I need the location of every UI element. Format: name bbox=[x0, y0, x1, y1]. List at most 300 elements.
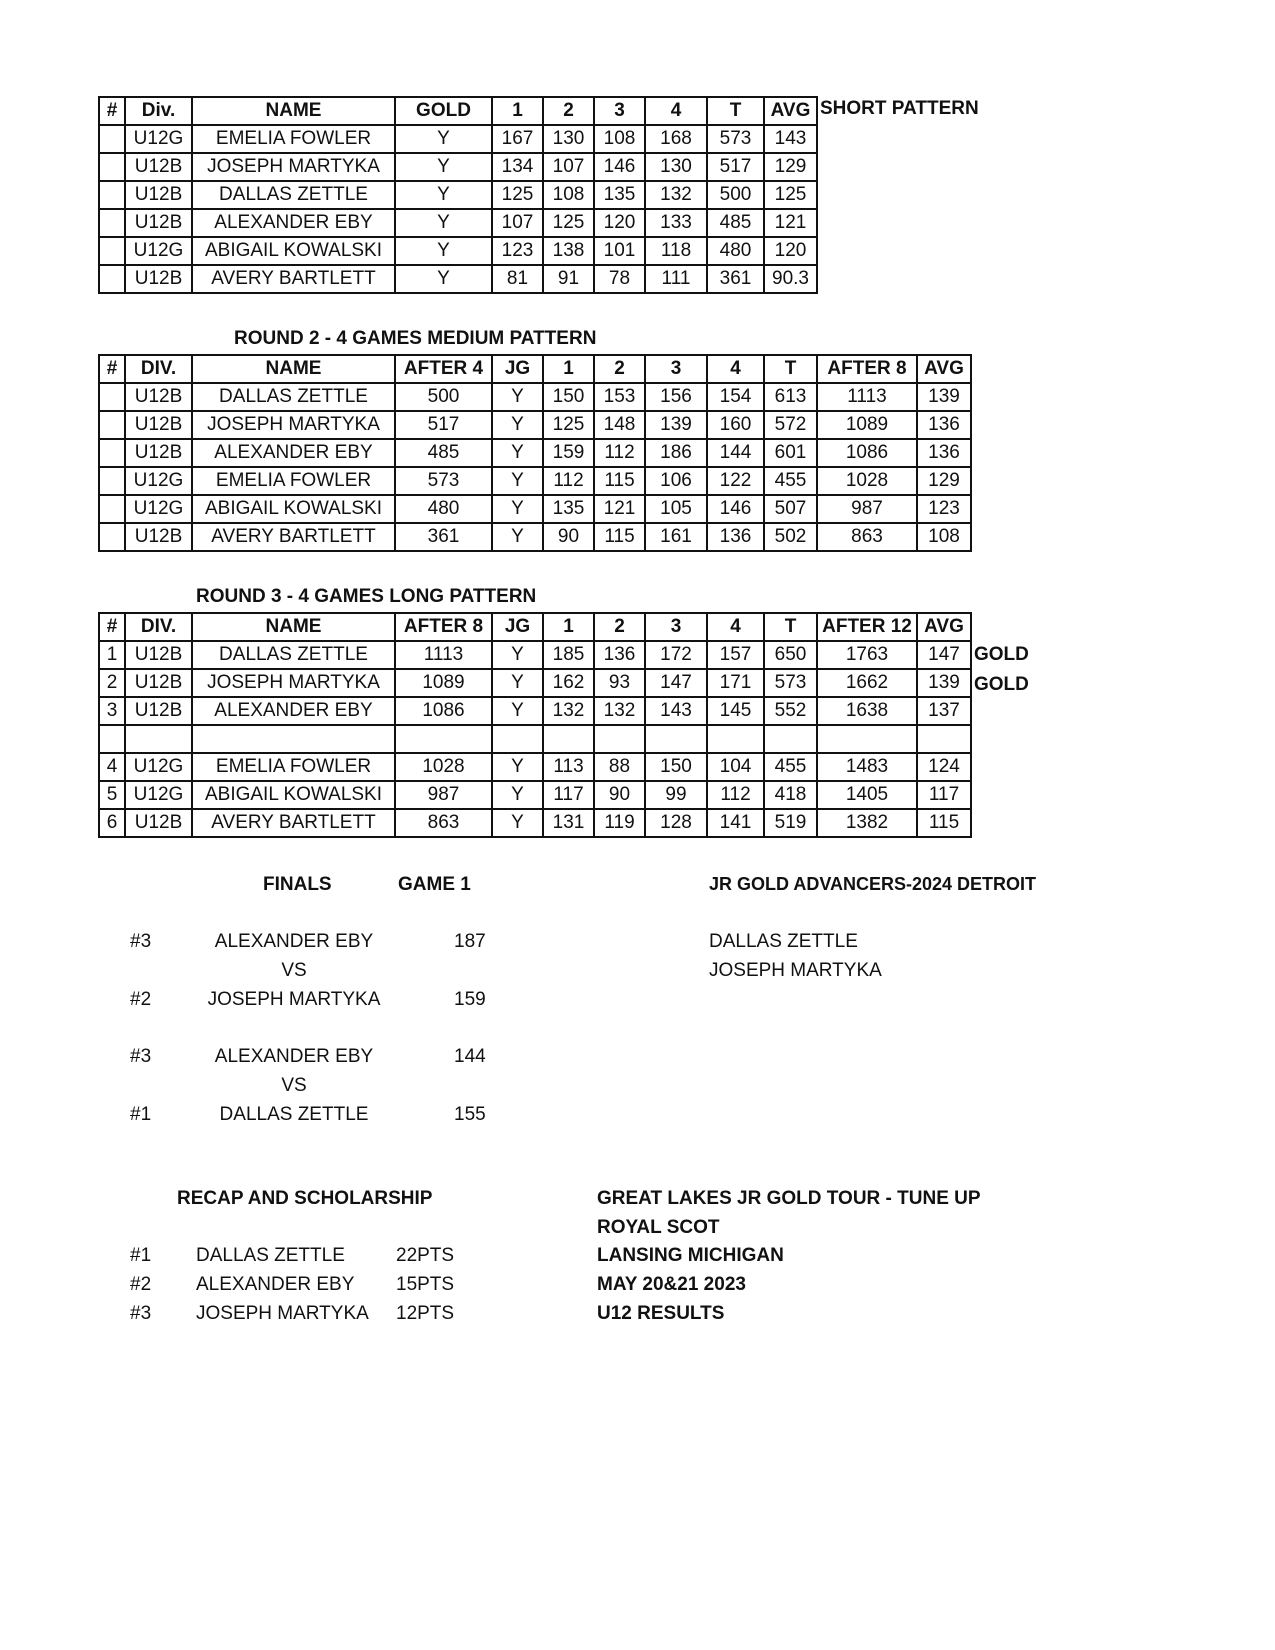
table-cell: Y bbox=[492, 641, 543, 669]
table-cell: U12B bbox=[125, 809, 192, 837]
table-cell: U12B bbox=[125, 383, 192, 411]
col-header: AFTER 4 bbox=[395, 355, 492, 383]
table-cell: 132 bbox=[594, 697, 645, 725]
table-row bbox=[99, 809, 971, 837]
table-cell bbox=[99, 495, 125, 523]
table-cell: 148 bbox=[594, 411, 645, 439]
table-cell: 186 bbox=[645, 439, 707, 467]
table-cell: 130 bbox=[645, 153, 707, 181]
table-cell: 120 bbox=[764, 237, 817, 265]
table-cell: 480 bbox=[395, 495, 492, 523]
col-header: AVG bbox=[917, 355, 971, 383]
recap-name-2: ALEXANDER EBY bbox=[196, 1274, 355, 1295]
table-cell: 136 bbox=[917, 439, 971, 467]
table-cell: 1086 bbox=[395, 697, 492, 725]
col-header: # bbox=[99, 97, 125, 125]
table-cell: 118 bbox=[645, 237, 707, 265]
table-cell: 1662 bbox=[817, 669, 917, 697]
col-header: # bbox=[99, 355, 125, 383]
table-cell bbox=[492, 725, 543, 753]
table-cell: EMELIA FOWLER bbox=[192, 125, 395, 153]
table-cell: Y bbox=[492, 495, 543, 523]
match1-seed-b: #2 bbox=[130, 989, 152, 1010]
table-cell: 863 bbox=[395, 809, 492, 837]
table-row bbox=[99, 725, 971, 753]
table-row bbox=[99, 237, 817, 265]
table-cell: DALLAS ZETTLE bbox=[192, 181, 395, 209]
col-header: 2 bbox=[594, 613, 645, 641]
table-cell: 135 bbox=[543, 495, 594, 523]
table-cell: U12B bbox=[125, 669, 192, 697]
table-cell: 863 bbox=[817, 523, 917, 551]
table-cell: 1028 bbox=[817, 467, 917, 495]
col-header: NAME bbox=[192, 355, 395, 383]
table-cell: 147 bbox=[645, 669, 707, 697]
table-cell: Y bbox=[492, 383, 543, 411]
table-row bbox=[99, 383, 971, 411]
table-cell: 1113 bbox=[817, 383, 917, 411]
round2-title: ROUND 2 - 4 GAMES MEDIUM PATTERN bbox=[234, 328, 597, 349]
table-cell: 480 bbox=[707, 237, 764, 265]
table-cell: 135 bbox=[594, 181, 645, 209]
table-cell: DALLAS ZETTLE bbox=[192, 383, 395, 411]
table-cell: 123 bbox=[917, 495, 971, 523]
table-cell: U12G bbox=[125, 753, 192, 781]
match2-name-b: DALLAS ZETTLE bbox=[219, 1104, 369, 1125]
table-cell: 143 bbox=[645, 697, 707, 725]
table-cell: 125 bbox=[543, 209, 594, 237]
table-cell: 128 bbox=[645, 809, 707, 837]
table-cell: 572 bbox=[764, 411, 817, 439]
table-cell bbox=[817, 725, 917, 753]
col-header: GOLD bbox=[395, 97, 492, 125]
col-header: 3 bbox=[645, 613, 707, 641]
table-cell: 88 bbox=[594, 753, 645, 781]
table-cell: 113 bbox=[543, 753, 594, 781]
table-cell: U12B bbox=[125, 265, 192, 293]
table-row bbox=[99, 523, 971, 551]
table-cell: 147 bbox=[917, 641, 971, 669]
col-header: DIV. bbox=[125, 355, 192, 383]
round1-table bbox=[98, 96, 818, 294]
table-cell: 144 bbox=[707, 439, 764, 467]
table-cell: U12G bbox=[125, 781, 192, 809]
table-cell: 3 bbox=[99, 697, 125, 725]
table-cell bbox=[594, 725, 645, 753]
table-cell: 573 bbox=[707, 125, 764, 153]
table-cell: ALEXANDER EBY bbox=[192, 209, 395, 237]
match1-score-b: 159 bbox=[454, 989, 486, 1010]
table-row bbox=[99, 495, 971, 523]
table-cell: 136 bbox=[707, 523, 764, 551]
table-header-row bbox=[99, 97, 817, 125]
table-cell: 117 bbox=[917, 781, 971, 809]
advancer-2: JOSEPH MARTYKA bbox=[709, 960, 882, 981]
col-header: 4 bbox=[707, 355, 764, 383]
table-cell: U12G bbox=[125, 467, 192, 495]
table-cell: 573 bbox=[395, 467, 492, 495]
table-cell: 601 bbox=[764, 439, 817, 467]
table-cell: ALEXANDER EBY bbox=[192, 697, 395, 725]
col-header: AFTER 12 bbox=[817, 613, 917, 641]
table-cell: 1763 bbox=[817, 641, 917, 669]
table-cell bbox=[99, 523, 125, 551]
table-cell: Y bbox=[395, 125, 492, 153]
table-cell: 108 bbox=[594, 125, 645, 153]
event-line-4: MAY 20&21 2023 bbox=[597, 1274, 746, 1295]
col-header: JG bbox=[492, 613, 543, 641]
table-cell: 115 bbox=[917, 809, 971, 837]
table-cell: 131 bbox=[543, 809, 594, 837]
table-cell: 125 bbox=[764, 181, 817, 209]
col-header: AFTER 8 bbox=[395, 613, 492, 641]
table-cell: 129 bbox=[917, 467, 971, 495]
table-cell: 1089 bbox=[817, 411, 917, 439]
table-cell: 111 bbox=[645, 265, 707, 293]
table-cell bbox=[645, 725, 707, 753]
table-cell: 108 bbox=[543, 181, 594, 209]
col-header: 1 bbox=[543, 613, 594, 641]
table-row bbox=[99, 181, 817, 209]
table-row bbox=[99, 669, 971, 697]
table-cell: 124 bbox=[917, 753, 971, 781]
match2-vs: VS bbox=[281, 1075, 307, 1096]
table-cell: 154 bbox=[707, 383, 764, 411]
col-header: T bbox=[764, 355, 817, 383]
round3-table bbox=[98, 612, 972, 838]
table-cell: 485 bbox=[707, 209, 764, 237]
table-cell: 161 bbox=[645, 523, 707, 551]
table-cell: 112 bbox=[707, 781, 764, 809]
table-cell bbox=[99, 383, 125, 411]
col-header: 4 bbox=[707, 613, 764, 641]
recap-rank-1: #1 bbox=[130, 1245, 152, 1266]
match2-score-b: 155 bbox=[454, 1104, 486, 1125]
table-cell: 91 bbox=[543, 265, 594, 293]
table-cell: U12B bbox=[125, 439, 192, 467]
table-cell: 107 bbox=[543, 153, 594, 181]
event-line-1: GREAT LAKES JR GOLD TOUR - TUNE UP bbox=[597, 1188, 981, 1209]
short-pattern-label: SHORT PATTERN bbox=[820, 98, 979, 119]
table-cell: EMELIA FOWLER bbox=[192, 753, 395, 781]
col-header: JG bbox=[492, 355, 543, 383]
table-cell: 130 bbox=[543, 125, 594, 153]
table-cell: Y bbox=[492, 411, 543, 439]
table-cell: Y bbox=[395, 209, 492, 237]
table-cell: U12G bbox=[125, 125, 192, 153]
match2-score-a: 144 bbox=[454, 1046, 486, 1067]
table-cell: U12G bbox=[125, 495, 192, 523]
table-row bbox=[99, 153, 817, 181]
table-cell: 1382 bbox=[817, 809, 917, 837]
table-cell: 121 bbox=[594, 495, 645, 523]
table-cell: 1113 bbox=[395, 641, 492, 669]
table-cell: 157 bbox=[707, 641, 764, 669]
table-cell: 167 bbox=[492, 125, 543, 153]
table-cell: 137 bbox=[917, 697, 971, 725]
col-header: 2 bbox=[594, 355, 645, 383]
table-cell bbox=[395, 725, 492, 753]
table-cell: Y bbox=[395, 265, 492, 293]
table-cell: DALLAS ZETTLE bbox=[192, 641, 395, 669]
match2-seed-a: #3 bbox=[130, 1046, 152, 1067]
table-cell: 552 bbox=[764, 697, 817, 725]
table-cell: 106 bbox=[645, 467, 707, 495]
table-cell: 361 bbox=[395, 523, 492, 551]
recap-pts-1: 22PTS bbox=[396, 1245, 455, 1266]
table-cell: U12G bbox=[125, 237, 192, 265]
table-cell: 139 bbox=[917, 383, 971, 411]
table-cell bbox=[543, 725, 594, 753]
table-cell: ALEXANDER EBY bbox=[192, 439, 395, 467]
col-header: 2 bbox=[543, 97, 594, 125]
table-cell: ABIGAIL KOWALSKI bbox=[192, 781, 395, 809]
table-cell: Y bbox=[492, 809, 543, 837]
table-cell: Y bbox=[492, 439, 543, 467]
event-line-3: LANSING MICHIGAN bbox=[597, 1245, 784, 1266]
col-header: 3 bbox=[645, 355, 707, 383]
table-cell: 146 bbox=[594, 153, 645, 181]
table-cell: 132 bbox=[543, 697, 594, 725]
table-cell: 138 bbox=[543, 237, 594, 265]
table-cell: 153 bbox=[594, 383, 645, 411]
table-cell: 139 bbox=[917, 669, 971, 697]
table-cell: 418 bbox=[764, 781, 817, 809]
table-cell: 145 bbox=[707, 697, 764, 725]
table-cell: 146 bbox=[707, 495, 764, 523]
table-row bbox=[99, 753, 971, 781]
table-row bbox=[99, 411, 971, 439]
recap-name-1: DALLAS ZETTLE bbox=[196, 1245, 345, 1266]
advancers-title: JR GOLD ADVANCERS-2024 DETROIT bbox=[709, 874, 1037, 894]
match1-vs: VS bbox=[281, 960, 307, 981]
col-header: AVG bbox=[764, 97, 817, 125]
table-cell: 156 bbox=[645, 383, 707, 411]
table-row bbox=[99, 265, 817, 293]
table-row bbox=[99, 125, 817, 153]
table-cell: U12B bbox=[125, 411, 192, 439]
table-cell: 1 bbox=[99, 641, 125, 669]
table-cell bbox=[99, 439, 125, 467]
table-cell: 78 bbox=[594, 265, 645, 293]
table-cell: AVERY BARTLETT bbox=[192, 265, 395, 293]
table-cell: 134 bbox=[492, 153, 543, 181]
table-cell: 115 bbox=[594, 523, 645, 551]
table-cell: 105 bbox=[645, 495, 707, 523]
table-cell bbox=[99, 411, 125, 439]
table-cell: 485 bbox=[395, 439, 492, 467]
col-header: 1 bbox=[543, 355, 594, 383]
table-cell bbox=[99, 181, 125, 209]
table-cell: 361 bbox=[707, 265, 764, 293]
table-cell: 112 bbox=[543, 467, 594, 495]
col-header: # bbox=[99, 613, 125, 641]
col-header: 3 bbox=[594, 97, 645, 125]
table-cell: 172 bbox=[645, 641, 707, 669]
table-cell: U12B bbox=[125, 641, 192, 669]
table-cell bbox=[99, 153, 125, 181]
table-cell: 93 bbox=[594, 669, 645, 697]
table-cell: 132 bbox=[645, 181, 707, 209]
table-cell: Y bbox=[395, 153, 492, 181]
table-cell: U12B bbox=[125, 523, 192, 551]
table-cell: 90.3 bbox=[764, 265, 817, 293]
table-cell: 1405 bbox=[817, 781, 917, 809]
recap-pts-2: 15PTS bbox=[396, 1274, 455, 1295]
event-line-5: U12 RESULTS bbox=[597, 1303, 725, 1324]
table-cell bbox=[917, 725, 971, 753]
gold-mark-2: GOLD bbox=[974, 674, 1029, 695]
col-header: 1 bbox=[492, 97, 543, 125]
gold-mark-1: GOLD bbox=[974, 644, 1029, 665]
table-cell bbox=[125, 725, 192, 753]
match2-name-a: ALEXANDER EBY bbox=[214, 1046, 374, 1067]
table-cell: 125 bbox=[492, 181, 543, 209]
table-cell: Y bbox=[492, 523, 543, 551]
advancer-1: DALLAS ZETTLE bbox=[709, 931, 858, 952]
table-cell: 1089 bbox=[395, 669, 492, 697]
table-cell: 129 bbox=[764, 153, 817, 181]
table-cell: ABIGAIL KOWALSKI bbox=[192, 495, 395, 523]
table-cell: 650 bbox=[764, 641, 817, 669]
table-row bbox=[99, 467, 971, 495]
table-cell bbox=[99, 209, 125, 237]
table-cell: EMELIA FOWLER bbox=[192, 467, 395, 495]
col-header: NAME bbox=[192, 97, 395, 125]
table-cell: U12B bbox=[125, 209, 192, 237]
table-cell: 159 bbox=[543, 439, 594, 467]
col-header: 4 bbox=[645, 97, 707, 125]
table-cell bbox=[99, 237, 125, 265]
recap-pts-3: 12PTS bbox=[396, 1303, 455, 1324]
match1-name-a: ALEXANDER EBY bbox=[214, 931, 374, 952]
table-cell: 987 bbox=[817, 495, 917, 523]
table-cell: 139 bbox=[645, 411, 707, 439]
table-row bbox=[99, 209, 817, 237]
table-cell: 5 bbox=[99, 781, 125, 809]
table-header-row bbox=[99, 613, 971, 641]
table-cell: 117 bbox=[543, 781, 594, 809]
table-cell: JOSEPH MARTYKA bbox=[192, 411, 395, 439]
table-cell: 168 bbox=[645, 125, 707, 153]
match2-seed-b: #1 bbox=[130, 1104, 152, 1125]
table-cell: Y bbox=[395, 181, 492, 209]
round3-title: ROUND 3 - 4 GAMES LONG PATTERN bbox=[196, 586, 537, 607]
table-cell: 1483 bbox=[817, 753, 917, 781]
table-cell: 101 bbox=[594, 237, 645, 265]
table-cell: 160 bbox=[707, 411, 764, 439]
col-header: Div. bbox=[125, 97, 192, 125]
table-cell: U12B bbox=[125, 181, 192, 209]
table-cell: 150 bbox=[543, 383, 594, 411]
table-cell: 150 bbox=[645, 753, 707, 781]
table-cell: 171 bbox=[707, 669, 764, 697]
table-cell: 99 bbox=[645, 781, 707, 809]
table-cell: Y bbox=[395, 237, 492, 265]
table-cell: 507 bbox=[764, 495, 817, 523]
table-cell: 500 bbox=[395, 383, 492, 411]
col-header: T bbox=[764, 613, 817, 641]
table-cell: U12B bbox=[125, 697, 192, 725]
table-cell bbox=[707, 725, 764, 753]
table-cell bbox=[99, 125, 125, 153]
table-cell: 517 bbox=[395, 411, 492, 439]
table-cell: 517 bbox=[707, 153, 764, 181]
table-cell bbox=[192, 725, 395, 753]
table-cell: 104 bbox=[707, 753, 764, 781]
table-cell: 141 bbox=[707, 809, 764, 837]
table-cell: 121 bbox=[764, 209, 817, 237]
table-cell: 133 bbox=[645, 209, 707, 237]
round2-table bbox=[98, 354, 972, 552]
table-cell: Y bbox=[492, 467, 543, 495]
table-cell: 120 bbox=[594, 209, 645, 237]
table-cell: U12B bbox=[125, 153, 192, 181]
finals-title: FINALS bbox=[263, 874, 332, 895]
match1-name-b: JOSEPH MARTYKA bbox=[207, 989, 381, 1010]
table-cell: 81 bbox=[492, 265, 543, 293]
col-header: AFTER 8 bbox=[817, 355, 917, 383]
table-cell: 115 bbox=[594, 467, 645, 495]
table-cell: 112 bbox=[594, 439, 645, 467]
table-cell: 185 bbox=[543, 641, 594, 669]
table-header-row bbox=[99, 355, 971, 383]
table-cell bbox=[99, 725, 125, 753]
table-cell: 573 bbox=[764, 669, 817, 697]
table-cell: 108 bbox=[917, 523, 971, 551]
col-header: DIV. bbox=[125, 613, 192, 641]
table-cell: 500 bbox=[707, 181, 764, 209]
table-cell: 4 bbox=[99, 753, 125, 781]
table-cell: 122 bbox=[707, 467, 764, 495]
recap-title: RECAP AND SCHOLARSHIP bbox=[177, 1188, 433, 1209]
table-cell: 502 bbox=[764, 523, 817, 551]
table-cell: 123 bbox=[492, 237, 543, 265]
table-cell bbox=[99, 265, 125, 293]
table-cell: 455 bbox=[764, 753, 817, 781]
table-cell: ABIGAIL KOWALSKI bbox=[192, 237, 395, 265]
table-cell: JOSEPH MARTYKA bbox=[192, 669, 395, 697]
table-cell: 2 bbox=[99, 669, 125, 697]
table-row bbox=[99, 697, 971, 725]
table-cell: 107 bbox=[492, 209, 543, 237]
table-cell: AVERY BARTLETT bbox=[192, 523, 395, 551]
table-cell: Y bbox=[492, 669, 543, 697]
table-cell: AVERY BARTLETT bbox=[192, 809, 395, 837]
finals-game-label: GAME 1 bbox=[398, 874, 471, 895]
table-cell: 1086 bbox=[817, 439, 917, 467]
table-cell: 1028 bbox=[395, 753, 492, 781]
table-cell: 455 bbox=[764, 467, 817, 495]
col-header: T bbox=[707, 97, 764, 125]
col-header: AVG bbox=[917, 613, 971, 641]
table-cell: Y bbox=[492, 697, 543, 725]
table-cell: 162 bbox=[543, 669, 594, 697]
table-cell: 1638 bbox=[817, 697, 917, 725]
table-cell: 613 bbox=[764, 383, 817, 411]
table-cell: 6 bbox=[99, 809, 125, 837]
table-cell bbox=[764, 725, 817, 753]
table-cell: 136 bbox=[917, 411, 971, 439]
table-cell: 136 bbox=[594, 641, 645, 669]
table-cell: 987 bbox=[395, 781, 492, 809]
table-cell: 519 bbox=[764, 809, 817, 837]
table-cell: Y bbox=[492, 753, 543, 781]
table-cell: 143 bbox=[764, 125, 817, 153]
recap-name-3: JOSEPH MARTYKA bbox=[196, 1303, 369, 1324]
table-cell: 125 bbox=[543, 411, 594, 439]
table-cell: 90 bbox=[543, 523, 594, 551]
